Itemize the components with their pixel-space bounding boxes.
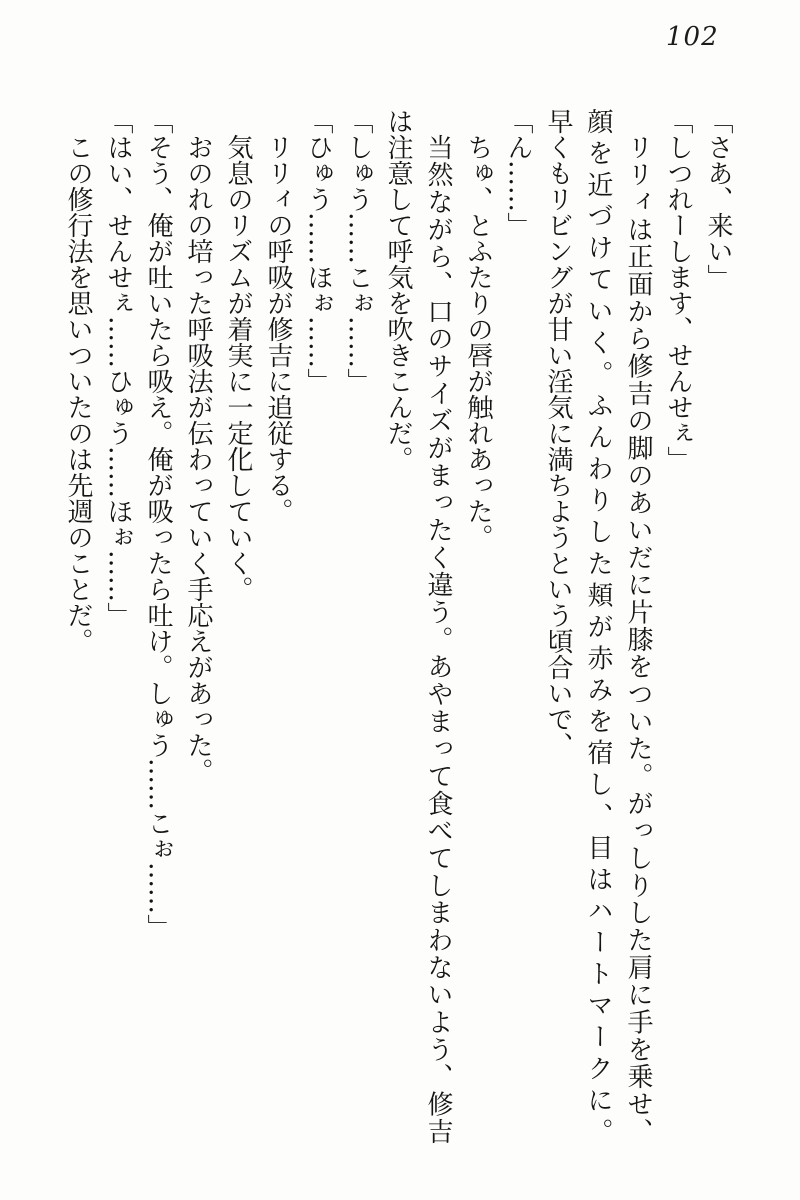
text-line: は注意して呼気を吹きこんだ。	[383, 108, 413, 472]
text-line: 「そう、俺が吐いたら吸え。俺が吸ったら吐け。しゅう……こぉ……」	[143, 108, 173, 940]
page-number: 102	[666, 22, 719, 52]
text-line: 当然ながら、口のサイズがまったく違う。あやまって食べてしまわないよう、修吉	[423, 134, 453, 1144]
text-line: リリィの呼吸が修吉に追従する。	[263, 134, 293, 524]
text-line: ちゅ、とふたりの唇が触れあった。	[463, 134, 493, 550]
text-line: 「しゅう……こぉ……」	[343, 108, 373, 394]
text-line: 「ひゅう……ほぉ……」	[303, 108, 333, 394]
text-line: 早くもリビングが甘い淫気に満ちようという頃合いで、	[543, 108, 573, 758]
text-line: 「ん……」	[503, 108, 533, 238]
text-line: おのれの培った呼吸法が伝わっていく手応えがあった。	[183, 134, 213, 784]
text-line: 気息のリズムが着実に一定化していく。	[223, 134, 253, 602]
text-line: 「さあ、来い」	[703, 108, 733, 290]
text-line: 顔を近づけていく。ふんわりした頬が赤みを宿し、目はハートマークに。	[583, 108, 613, 1144]
text-line: 「しつれーします、せんせぇ」	[663, 108, 693, 472]
text-line: リリィは正面から修吉の脚のあいだに片膝をついた。がっしりした肩に手を乗せ、	[623, 134, 653, 1144]
main-text	[58, 108, 738, 1144]
text-line: 「はい、せんせぇ……ひゅう……ほぉ……」	[103, 108, 133, 628]
text-line: この修行法を思いついたのは先週のことだ。	[63, 134, 93, 654]
